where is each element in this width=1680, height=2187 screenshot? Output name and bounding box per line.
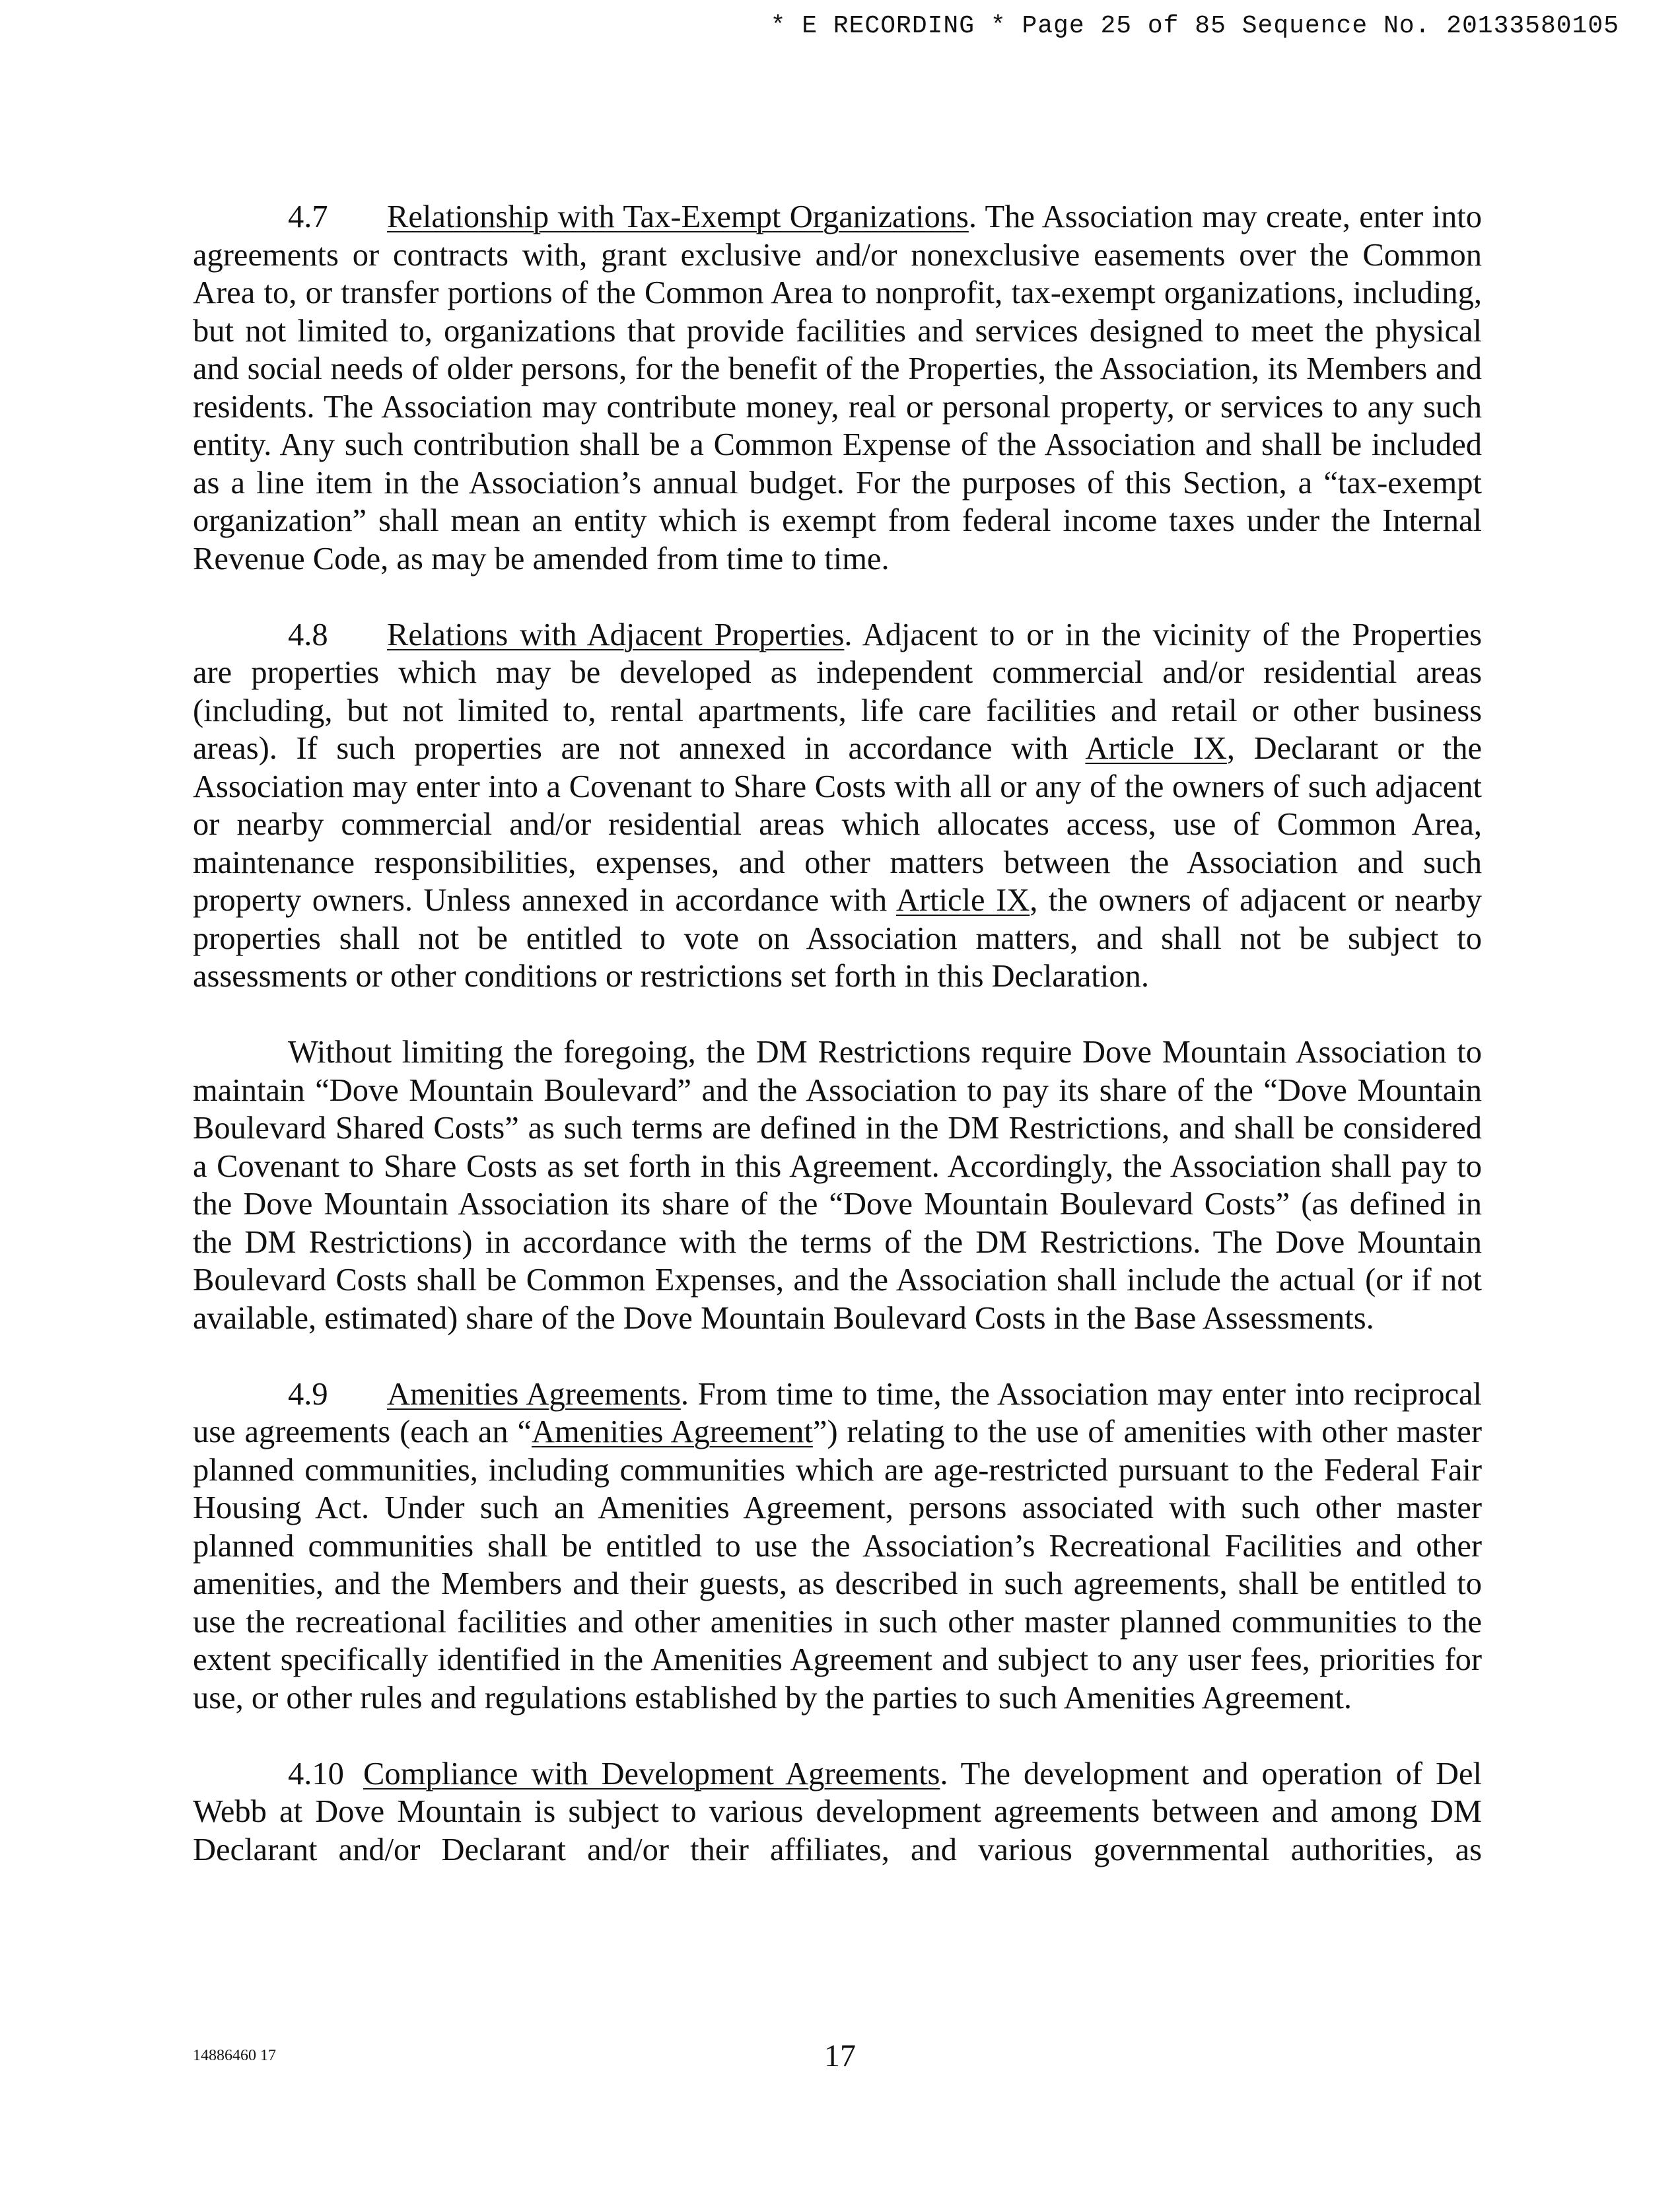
section-4-8 [193, 616, 1482, 996]
section-title: Compliance with Development Agreements [363, 1756, 940, 1791]
section-text: . Adjacent to or in the vicinity of the Properties are properties which may be developed as independent commercial and/or residential areas (including, but not limited to, rental apartments, life care facilities and retail or other business areas). If such properties are not annexed in accordance with [193, 617, 1482, 766]
section-4-7 [193, 198, 1482, 578]
section-text: . The development and operation of Del Webb at Dove Mountain is subject to various development agreements between and among DM Declarant and/or Declarant and/or their affiliates, and various governmental authorities, as [193, 1756, 1482, 1867]
section-title: Relations with Adjacent Properties [387, 617, 845, 652]
recording-stamp-header: * E RECORDING * Page 25 of 85 Sequence No. 20133580105 [770, 12, 1619, 40]
footer-page-number: 17 [824, 2038, 856, 2073]
section-text: Without limiting the foregoing, the DM Restrictions require Dove Mountain Association to maintain “Dove Mountain Boulevard” and the Association to pay its share of the “Dove Mountain Boulevard Shared Costs” as such terms are defined in the DM Restrictions, and shall be considered a Covenant to Share Costs as set forth in this Agreement. Accordingly, the Association shall pay to the Dove Mountain Association its share of the “Dove Mountain Boulevard Costs” (as defined in the DM Restrictions) in accordance with the terms of the DM Restrictions. The Dove Mountain Boulevard Costs shall be Common Expenses, and the Association shall include the actual (or if not available, estimated) share of the Dove Mountain Boulevard Costs in the Base Assessments. [193, 1035, 1482, 1336]
document-body [193, 198, 1482, 1907]
article-reference: Article IX [1085, 731, 1227, 766]
section-title: Amenities Agreements [387, 1376, 681, 1412]
section-4-9 [193, 1375, 1482, 1718]
section-text: . From time to time, the Association may enter into reciprocal use agreements (each an “ [193, 1376, 1482, 1449]
section-text: ”) relating to the use of amenities with other master planned communities, including communities which are age-restricted pursuant to the Federal Fair Housing Act. Under such an Amenities Agreement, persons associated with such other master planned communities shall be entitled to use the Association’s Recreational Facilities and other amenities, and the Members and their guests, as described in such agreements, shall be entitled to use the recreational facilities and other amenities in such other master planned communities to the extent specifically identified in the Amenities Agreement and subject to any user fees, priorities for use, or other rules and regulations established by the parties to such Amenities Agreement. [193, 1414, 1482, 1716]
section-number: 4.9 [288, 1376, 328, 1412]
section-4-10 [193, 1755, 1482, 1869]
article-reference: Article IX [895, 883, 1030, 918]
section-number: 4.10 [288, 1756, 344, 1791]
section-text: , the owners of adjacent or nearby properties shall not be entitled to vote on Association matters, and shall not be subject to assessments or other conditions or restrictions set forth in this Declaration. [193, 883, 1482, 994]
section-title: Relationship with Tax-Exempt Organizations [387, 199, 969, 234]
section-number: 4.7 [288, 199, 328, 234]
section-text: , Declarant or the Association may enter into a Covenant to Share Costs with all or any of the owners of such adjacent or nearby commercial and/or residential areas which allocates access, use of Common Area, maintenance responsibilities, expenses, and other matters between the Association and such property owners. Unless annexed in accordance with [193, 731, 1483, 918]
section-4-8-continuation [193, 1033, 1482, 1337]
defined-term: Amenities Agreement [531, 1414, 813, 1449]
footer-document-id: 14886460 17 [193, 2047, 276, 2064]
section-number: 4.8 [288, 617, 328, 652]
section-text: . The Association may create, enter into agreements or contracts with, grant exclusive and/or nonexclusive easements over the Common Area to, or transfer portions of the Common Area to nonprofit, tax-exempt organizations, including, but not limited to, organizations that provide facilities and services designed to meet the physical and social needs of older persons, for the benefit of the Properties, the Association, its Members and residents. The Association may contribute money, real or personal property, or services to any such entity. Any such contribution shall be a Common Expense of the Association and shall be included as a line item in the Association’s annual budget. For the purposes of this Section, a “tax-exempt organization” shall mean an entity which is exempt from federal income taxes under the Internal Revenue Code, as may be amended from time to time. [193, 199, 1482, 576]
